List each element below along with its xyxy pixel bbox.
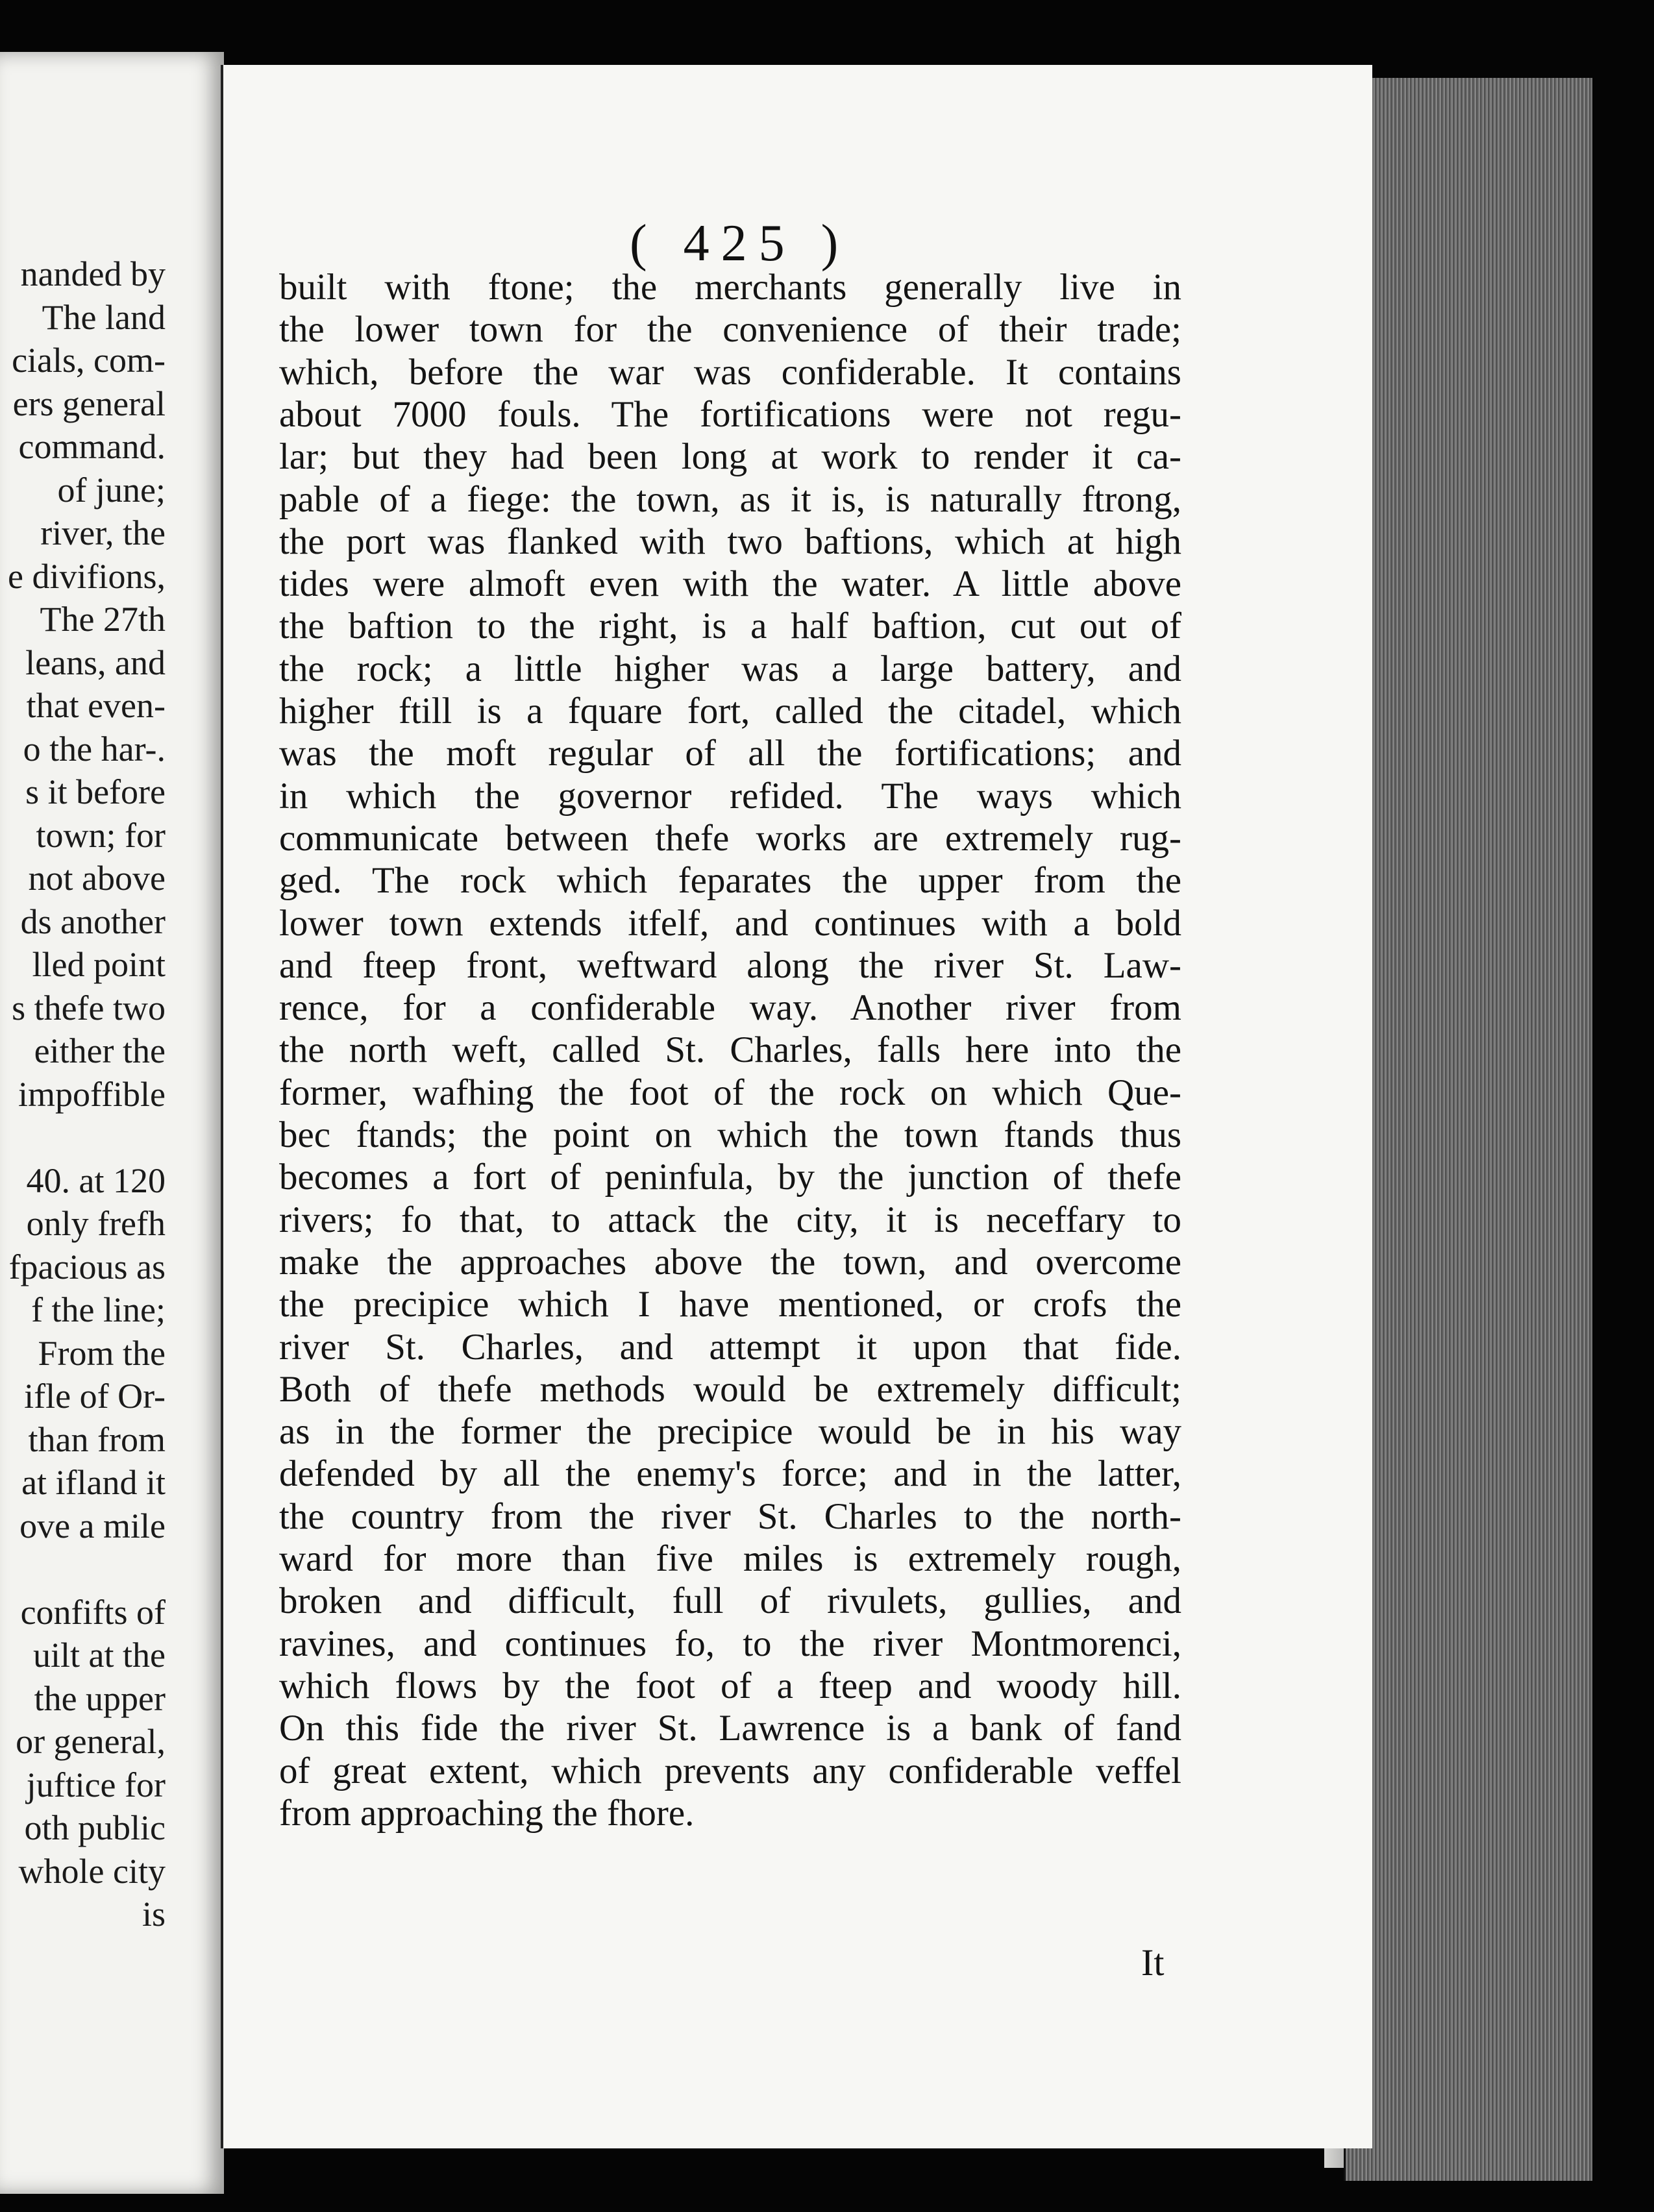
body-line: and fteep front, weftward along the river St. Law- <box>279 944 1181 986</box>
left-page-line: whole city <box>18 1851 166 1891</box>
body-line: about 7000 fouls. The fortifications were not regu- <box>279 393 1181 435</box>
body-line: the port was flanked with two baftions, which at high <box>279 521 1181 562</box>
left-page-line: nanded by <box>20 254 166 293</box>
body-line: tides were almoft even with the water. A little above <box>279 563 1181 605</box>
body-line: Both of thefe methods would be extremely difficult; <box>279 1368 1181 1410</box>
left-page-line: uilt at the <box>33 1636 166 1675</box>
left-page-line: 40. at 120 <box>26 1161 166 1200</box>
left-page-line: ifle of Or- <box>24 1377 166 1416</box>
body-line: in which the governor refided. The ways which <box>279 775 1181 817</box>
left-page-line: leans, and <box>25 643 166 682</box>
left-page-line: command. <box>18 427 166 466</box>
body-line: higher ftill is a fquare fort, called the citadel, which <box>279 691 1181 731</box>
catchword: It <box>1141 1941 1165 1984</box>
body-line: river St. Charles, and attempt it upon that fide. <box>279 1326 1181 1368</box>
left-page-line: s thefe two <box>12 988 166 1027</box>
body-line: lower town extends itfelf, and continues with a bold <box>279 902 1181 944</box>
left-page-line: at ifland it <box>21 1463 166 1502</box>
body-line: the lower town for the convenience of their trade; <box>279 309 1181 350</box>
left-page-line: ove a mile <box>19 1506 166 1545</box>
body-line: the baftion to the right, is a half baftion, cut out of <box>279 606 1181 647</box>
body-line: the rock; a little higher was a large battery, and <box>279 648 1181 689</box>
body-line: becomes a fort of peninfula, by the junction of thefe <box>279 1157 1181 1198</box>
left-page-line: impoffible <box>18 1074 166 1114</box>
left-page-text <box>0 52 224 2194</box>
body-line: rivers; fo that, to attack the city, it is neceffary to <box>279 1199 1181 1240</box>
body-line: make the approaches above the town, and overcome <box>279 1241 1181 1283</box>
body-line: rence, for a confiderable way. Another river from <box>279 987 1181 1029</box>
body-line: which flows by the foot of a fteep and woody hill. <box>279 1665 1181 1706</box>
page-number: ( 425 ) <box>630 215 850 272</box>
left-page-line: fpacious as <box>8 1247 166 1286</box>
left-page-line: either the <box>34 1031 166 1070</box>
left-page-line: the upper <box>34 1678 166 1718</box>
left-page-line: not above <box>28 859 166 898</box>
left-page-line: than from <box>28 1419 166 1459</box>
left-page-line: The land <box>42 297 166 337</box>
left-page-line: river, the <box>40 513 166 552</box>
left-page-line: of june; <box>57 470 166 510</box>
left-page-line: ds another <box>20 902 166 941</box>
body-line: former, wafhing the foot of the rock on which Que- <box>279 1072 1181 1113</box>
body-line: pable of a fiege: the town, as it is, is naturally ftrong, <box>279 478 1181 520</box>
body-line: lar; but they had been long at work to render it ca- <box>279 436 1181 478</box>
left-page-line: is <box>142 1895 166 1934</box>
left-page-line: ers general <box>12 384 166 423</box>
left-page-line: lled point <box>32 945 166 984</box>
left-page-line: cials, com- <box>12 341 166 380</box>
left-page-line: e divifions, <box>8 556 166 596</box>
body-line: from approaching the fhore. <box>279 1792 695 1834</box>
body-line: the precipice which I have mentioned, or crofs the <box>279 1284 1181 1325</box>
left-facing-page <box>0 52 224 2194</box>
body-line: was the moft regular of all the fortifications; and <box>279 733 1181 774</box>
body-line: the north weft, called St. Charles, falls here into the <box>279 1029 1181 1071</box>
body-line: bec ftands; the point on which the town ftands thus <box>279 1114 1181 1155</box>
body-line: built with ftone; the merchants generally live in <box>279 267 1181 308</box>
left-page-line: only frefh <box>26 1204 166 1243</box>
left-page-line: town; for <box>36 815 166 855</box>
book-fore-edge <box>1344 78 1592 2181</box>
body-line: ravines, and continues fo, to the river Montmorenci, <box>279 1623 1181 1664</box>
body-line: ged. The rock which feparates the upper from the <box>279 860 1181 902</box>
body-line: broken and difficult, full of rivulets, gullies, and <box>279 1580 1181 1622</box>
body-line: which, before the war was confiderable. It contains <box>279 351 1181 393</box>
left-page-line: that even- <box>26 686 166 725</box>
body-line: On this fide the river St. Lawrence is a bank of fand <box>279 1708 1181 1749</box>
body-line: of great extent, which prevents any confiderable veffel <box>279 1750 1181 1791</box>
left-page-line: oth public <box>24 1808 166 1847</box>
body-line: defended by all the enemy's force; and in the latter, <box>279 1453 1181 1495</box>
body-line: ward for more than five miles is extremely rough, <box>279 1538 1181 1579</box>
left-page-line: juftice for <box>26 1765 166 1804</box>
left-page-line: confifts of <box>20 1592 166 1632</box>
left-page-line: or general, <box>16 1722 166 1761</box>
left-page-line: The 27th <box>40 600 166 639</box>
left-page-line: o the har-. <box>23 729 166 768</box>
body-line: as in the former the precipice would be in his way <box>279 1411 1181 1453</box>
left-page-line: From the <box>38 1333 166 1373</box>
left-page-line: f the line; <box>31 1290 166 1329</box>
left-page-line: s it before <box>25 772 166 811</box>
body-line: the country from the river St. Charles to the north- <box>279 1495 1181 1537</box>
body-line: communicate between thefe works are extremely rug- <box>279 817 1181 859</box>
